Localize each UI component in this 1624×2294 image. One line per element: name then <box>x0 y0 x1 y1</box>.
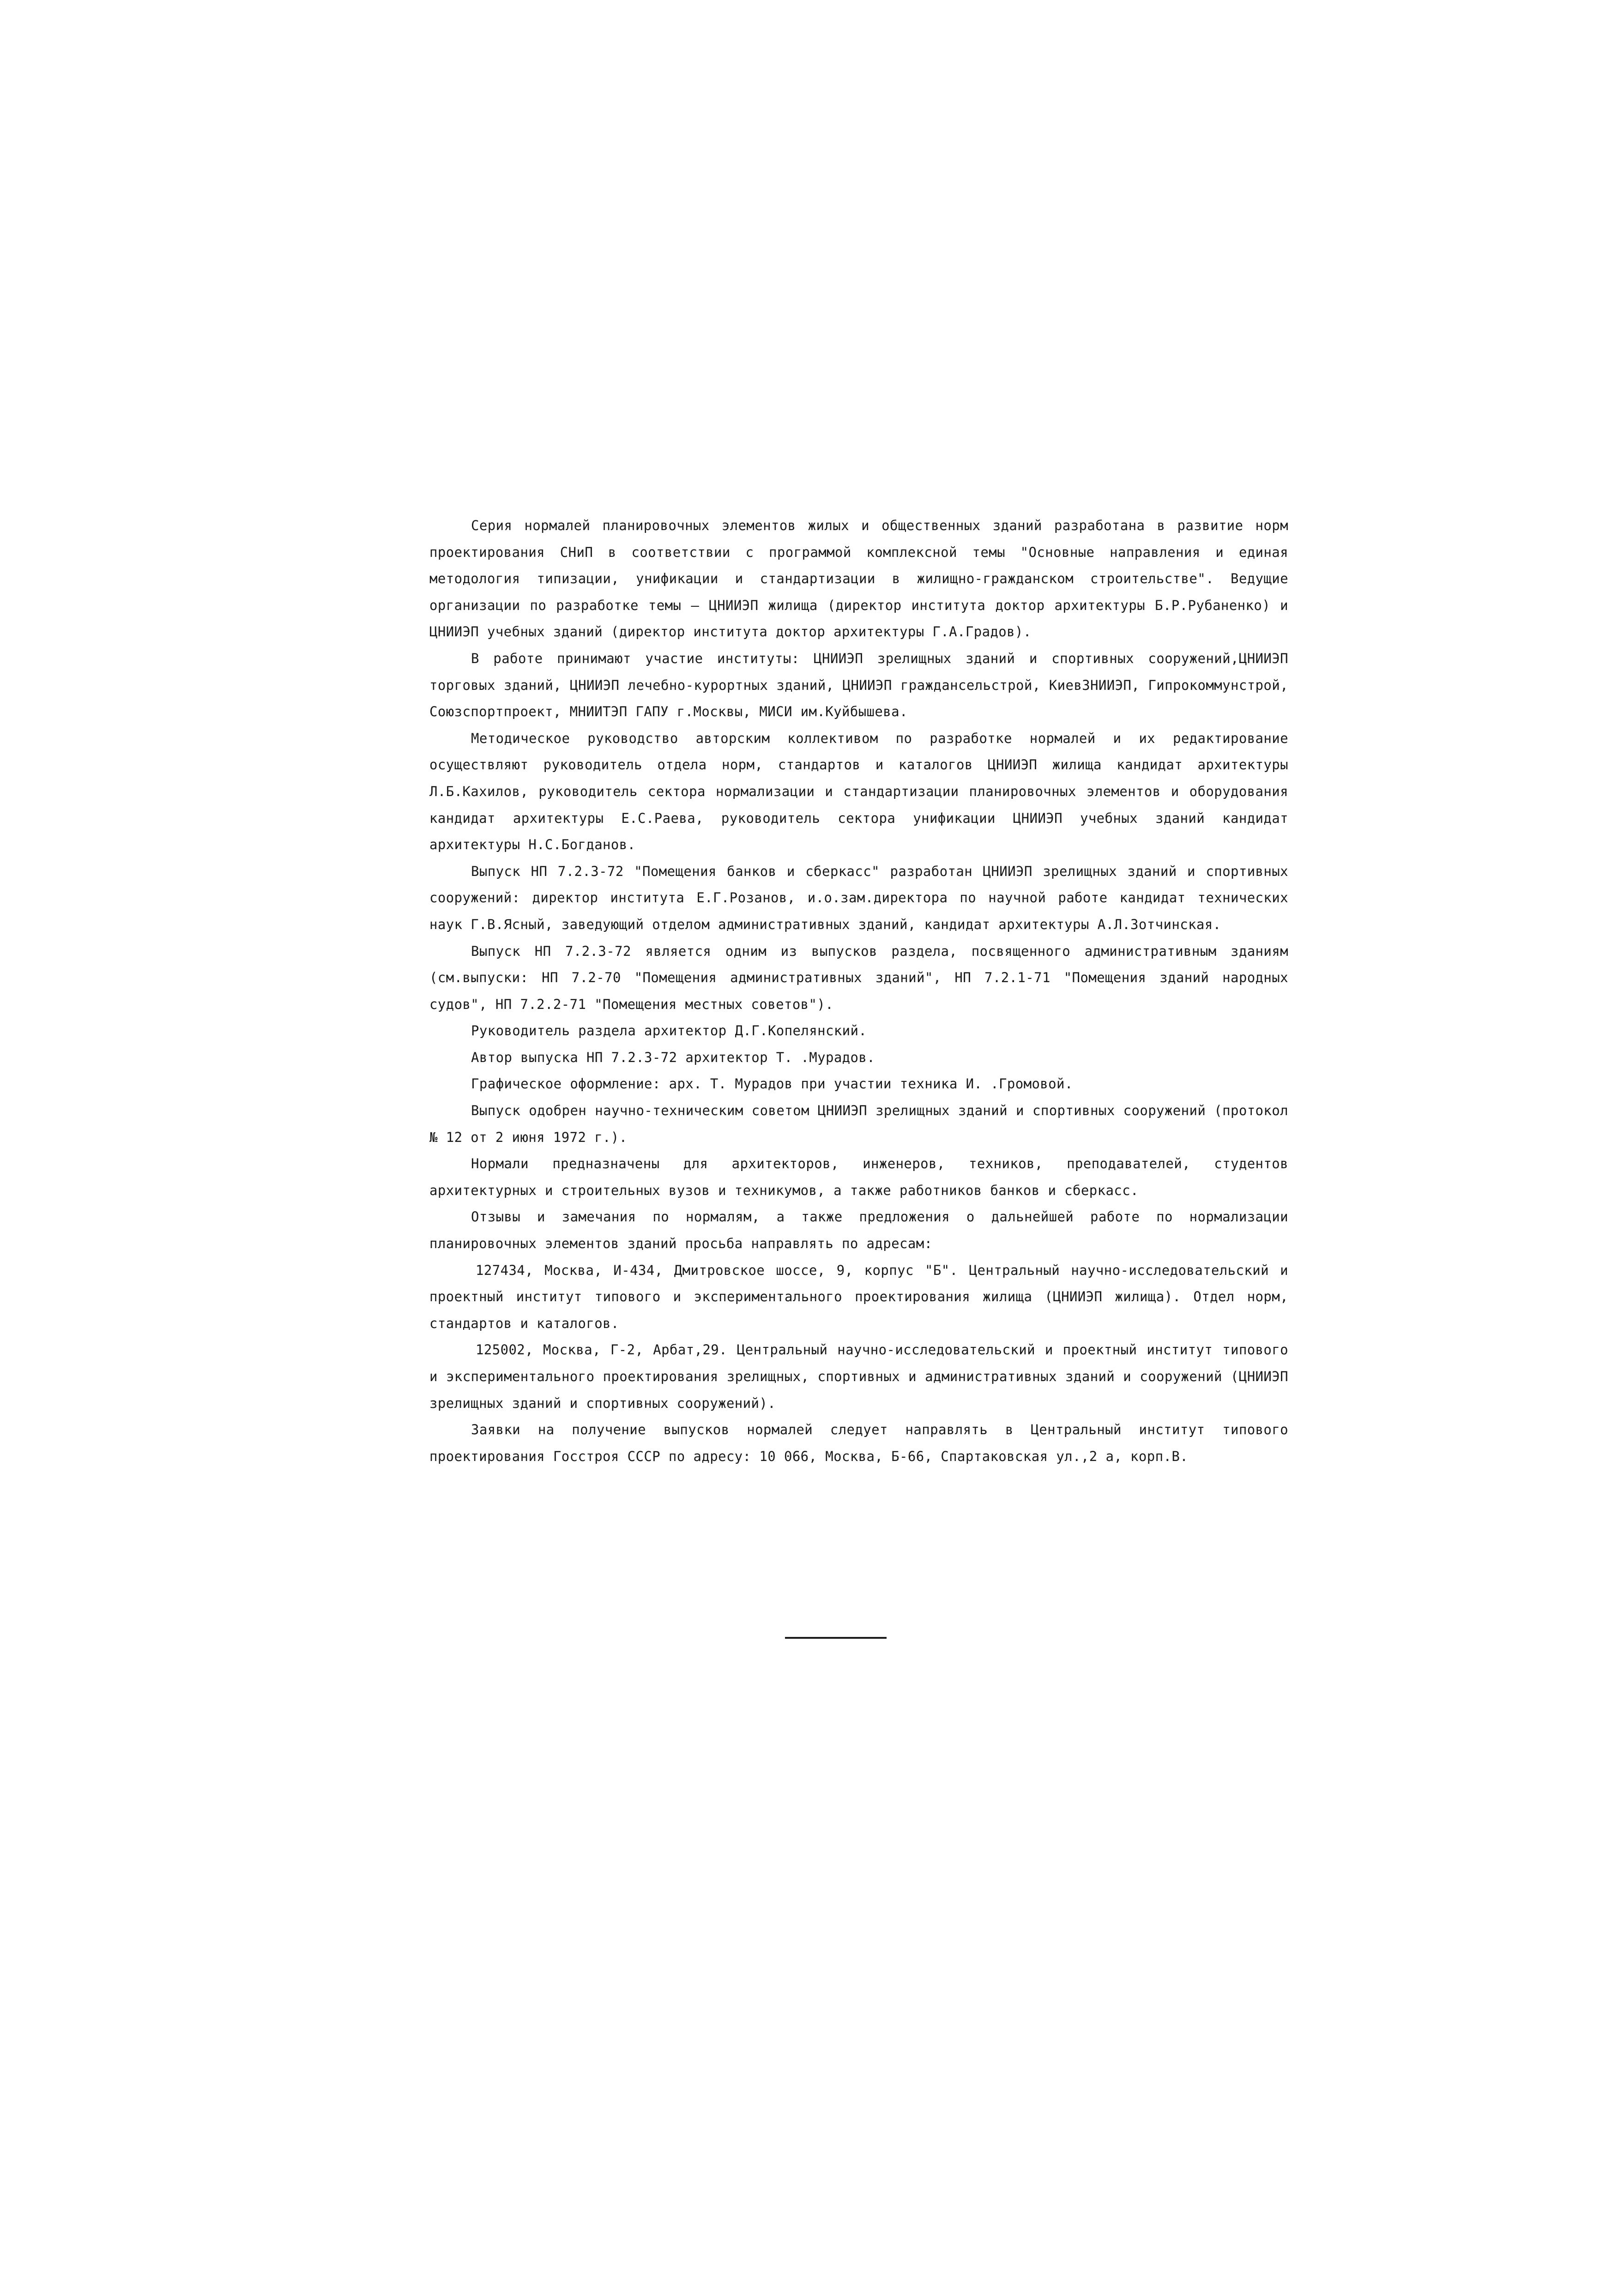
paragraph-issue-section: Выпуск НП 7.2.3-72 является одним из выпусков раздела, посвященного административным зданиям (см.выпуски: НП 7.2-70 "Помещения административных зданий", НП 7.2.1-71 "Помещения зданий народных судов", НП 7.2.2-71 "Помещения местных советов"). <box>429 943 1288 1012</box>
paragraph-methodological-guidance: Методическое руководство авторским коллективом по разработке нормалей и их редактирование осуществляют руководитель отдела норм, стандартов и каталогов ЦНИИЭП жилища кандидат архитектуры Л.Б.Кахилов, руководитель сектора нормализации и стандартизации планировочных элементов и оборудования кандидат архитектуры Е.С.Раева, руководитель сектора унификации ЦНИИЭП учебных зданий кандидат архитектуры Н.С.Богданов. <box>429 730 1288 853</box>
paragraph-orders: Заявки на получение выпусков нормалей следует направлять в Центральный институт типового проектирования Госстроя СССР по адресу: 10 066, Москва, Б-66, Спартаковская ул.,2 а, корп.В. <box>429 1422 1288 1464</box>
paragraph-issue-author: Автор выпуска НП 7.2.3-72 архитектор Т. .Мурадов. <box>471 1049 875 1065</box>
document-body <box>429 513 1288 1470</box>
paragraph-participating-institutes: В работе принимают участие институты: ЦНИИЭП зрелищных зданий и спортивных сооружений,ЦНИИЭП торговых зданий, ЦНИИЭП лечебно-курортных зданий, ЦНИИЭП граждансельстрой, КиевЗНИИЭП, Гипрокоммунстрой, Союзспортпроект, МНИИТЭП ГАПУ г.Москвы, МИСИ им.Куйбышева. <box>429 650 1288 720</box>
paragraph-graphic-design: Графическое оформление: арх. Т. Мурадов при участии техника И. .Громовой. <box>471 1076 1073 1092</box>
paragraph-feedback-request: Отзывы и замечания по нормалям, а также предложения о дальнейшей работе по нормализации планировочных элементов зданий просьба направлять по адресам: <box>429 1209 1288 1252</box>
paragraph-address-zrelishchnykh: 125002, Москва, Г-2, Арбат,29. Центральный научно-исследовательский и проектный институт типового и экспериментального проектирования зрелищных, спортивных и административных зданий и сооружений (ЦНИИЭП зрелищных зданий и спортивных сооружений). <box>429 1342 1288 1411</box>
closing-rule <box>785 1637 887 1639</box>
paragraph-section-head: Руководитель раздела архитектор Д.Г.Копелянский. <box>471 1023 867 1039</box>
paragraph-address-zhilishcha: 127434, Москва, И-434, Дмитровское шоссе, 9, корпус "Б". Центральный научно-исследовательский и проектный институт типового и экспериментального проектирования жилища (ЦНИИЭП жилища). Отдел норм, стандартов и каталогов. <box>429 1262 1288 1331</box>
paragraph-issue-developer: Выпуск НП 7.2.3-72 "Помещения банков и сберкасс" разработан ЦНИИЭП зрелищных зданий и спортивных сооружений: директор института Е.Г.Розанов, и.о.зам.директора по научной работе кандидат технических наук Г.В.Ясный, заведующий отделом административных зданий, кандидат архитектуры А.Л.Зотчинская. <box>429 863 1288 932</box>
paragraph-series-intro: Серия нормалей планировочных элементов жилых и общественных зданий разработана в развитие норм проектирования СНиП в соответствии с программой комплексной темы "Основные направления и единая методология типизации, унификации и стандартизации в жилищно-гражданском строительстве". Ведущие организации по разработке темы – ЦНИИЭП жилища (директор института доктор архитектуры Б.Р.Рубаненко) и ЦНИИЭП учебных зданий (директор института доктор архитектуры Г.А.Градов). <box>429 518 1288 640</box>
paragraph-audience: Нормали предназначены для архитекторов, инженеров, техников, преподавателей, студентов архитектурных и строительных вузов и техникумов, а также работников банков и сберкасс. <box>429 1156 1288 1198</box>
paragraph-approval: Выпуск одобрен научно-техническим советом ЦНИИЭП зрелищных зданий и спортивных сооружений (протокол № 12 от 2 июня 1972 г.). <box>429 1103 1288 1145</box>
